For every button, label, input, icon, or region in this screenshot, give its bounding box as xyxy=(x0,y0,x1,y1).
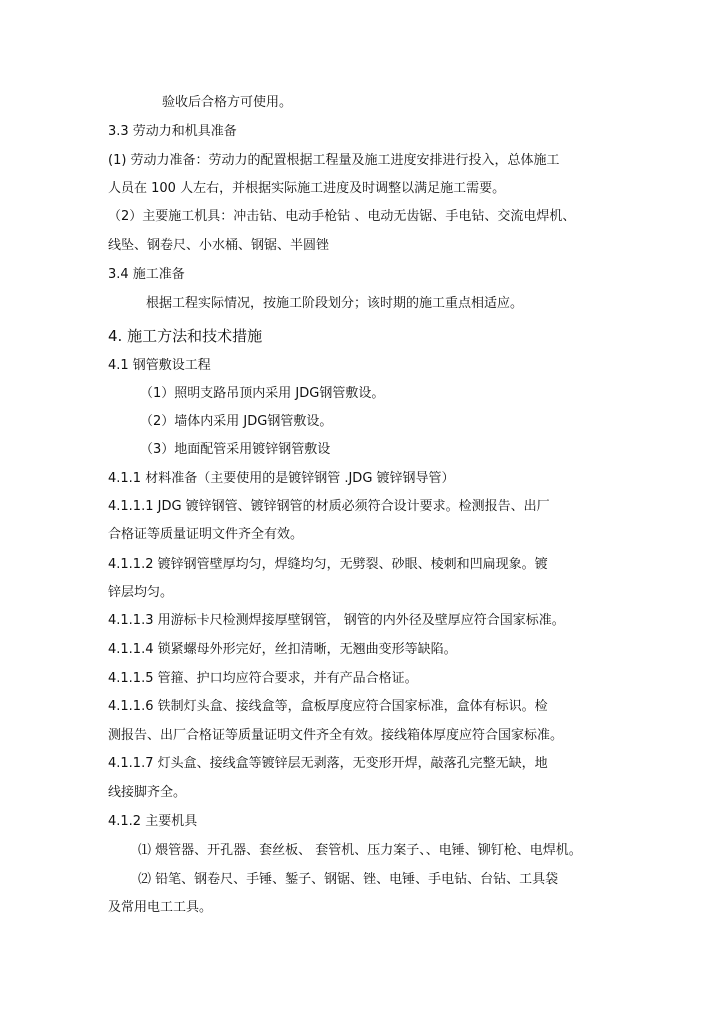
text-line: 4.1.1.6 铁制灯头盒、接线盒等，盒板厚度应符合国家标准，盒体有标识。检 xyxy=(108,699,548,714)
text-line: 测报告、出厂合格证等质量证明文件齐全有效。接线箱体厚度应符合国家标准。 xyxy=(108,728,564,743)
list-item: （1）照明支路吊顶内采用 JDG钢管敷设。 xyxy=(140,386,385,401)
text-line: 线坠、钢卷尺、小水桶、钢锯、半圆锉 xyxy=(108,238,330,253)
section-heading: 4.1 钢管敷设工程 xyxy=(108,358,211,373)
text-line: 合格证等质量证明文件齐全有效。 xyxy=(108,527,304,542)
text-line: 根据工程实际情况，按施工阶段划分；该时期的施工重点相适应。 xyxy=(146,296,524,311)
text-line: 锌层均匀。 xyxy=(108,585,174,600)
text-line: 4.1.1.2 镀锌钢管壁厚均匀，焊缝均匀，无劈裂、砂眼、棱刺和凹扁现象。镀 xyxy=(108,557,548,572)
list-item: （2）墙体内采用 JDG钢管敷设。 xyxy=(140,414,333,429)
text-line: 4.1.1.4 锁紧螺母外形完好，丝扣清晰，无翘曲变形等缺陷。 xyxy=(108,642,457,657)
text-line: 4.1.1.3 用游标卡尺检测焊接厚壁钢管， 钢管的内外径及壁厚应符合国家标准。 xyxy=(108,613,565,628)
list-item: ⑵ 铅笔、钢卷尺、手锤、錾子、钢锯、锉、电锤、手电钻、台钻、工具袋 xyxy=(138,872,559,887)
section-heading: 3.3 劳动力和机具准备 xyxy=(108,124,237,139)
list-item: ⑴ 煨管器、开孔器、套丝板、 套管机、压力案子、、电锤、铆钉枪、电焊机。 xyxy=(138,843,582,858)
text-line: 4.1.1.7 灯头盒、接线盒等镀锌层无剥落，无变形开焊，敲落孔完整无缺，地 xyxy=(108,756,548,771)
text-line: 人员在 100 人左右，并根据实际施工进度及时调整以满足施工需要。 xyxy=(108,181,506,196)
text-line: 4.1.1.5 管箍、护口均应符合要求，并有产品合格证。 xyxy=(108,671,418,686)
text-line: 4.1.1.1 JDG 镀锌钢管、镀锌钢管的材质必须符合设计要求。检测报告、出厂 xyxy=(108,499,550,514)
list-item: （3）地面配管采用镀锌钢管敷设 xyxy=(140,442,331,457)
subsection-heading: 4.1.1 材料准备（主要使用的是镀锌钢管 .JDG 镀锌钢导管） xyxy=(108,471,455,486)
chapter-heading: 4. 施工方法和技术措施 xyxy=(108,327,263,345)
text-line: （2）主要施工机具：冲击钻、电动手枪钻 、电动无齿锯、手电钻、交流电焊机、 xyxy=(108,209,576,224)
text-line: (1) 劳动力准备：劳动力的配置根据工程量及施工进度安排进行投入，总体施工 xyxy=(108,153,560,168)
text-line: 线接脚齐全。 xyxy=(108,785,187,800)
text-line: 及常用电工工具。 xyxy=(108,900,213,915)
text-line: 验收后合格方可使用。 xyxy=(162,95,293,110)
section-heading: 3.4 施工准备 xyxy=(108,267,185,282)
subsection-heading: 4.1.2 主要机具 xyxy=(108,814,198,829)
